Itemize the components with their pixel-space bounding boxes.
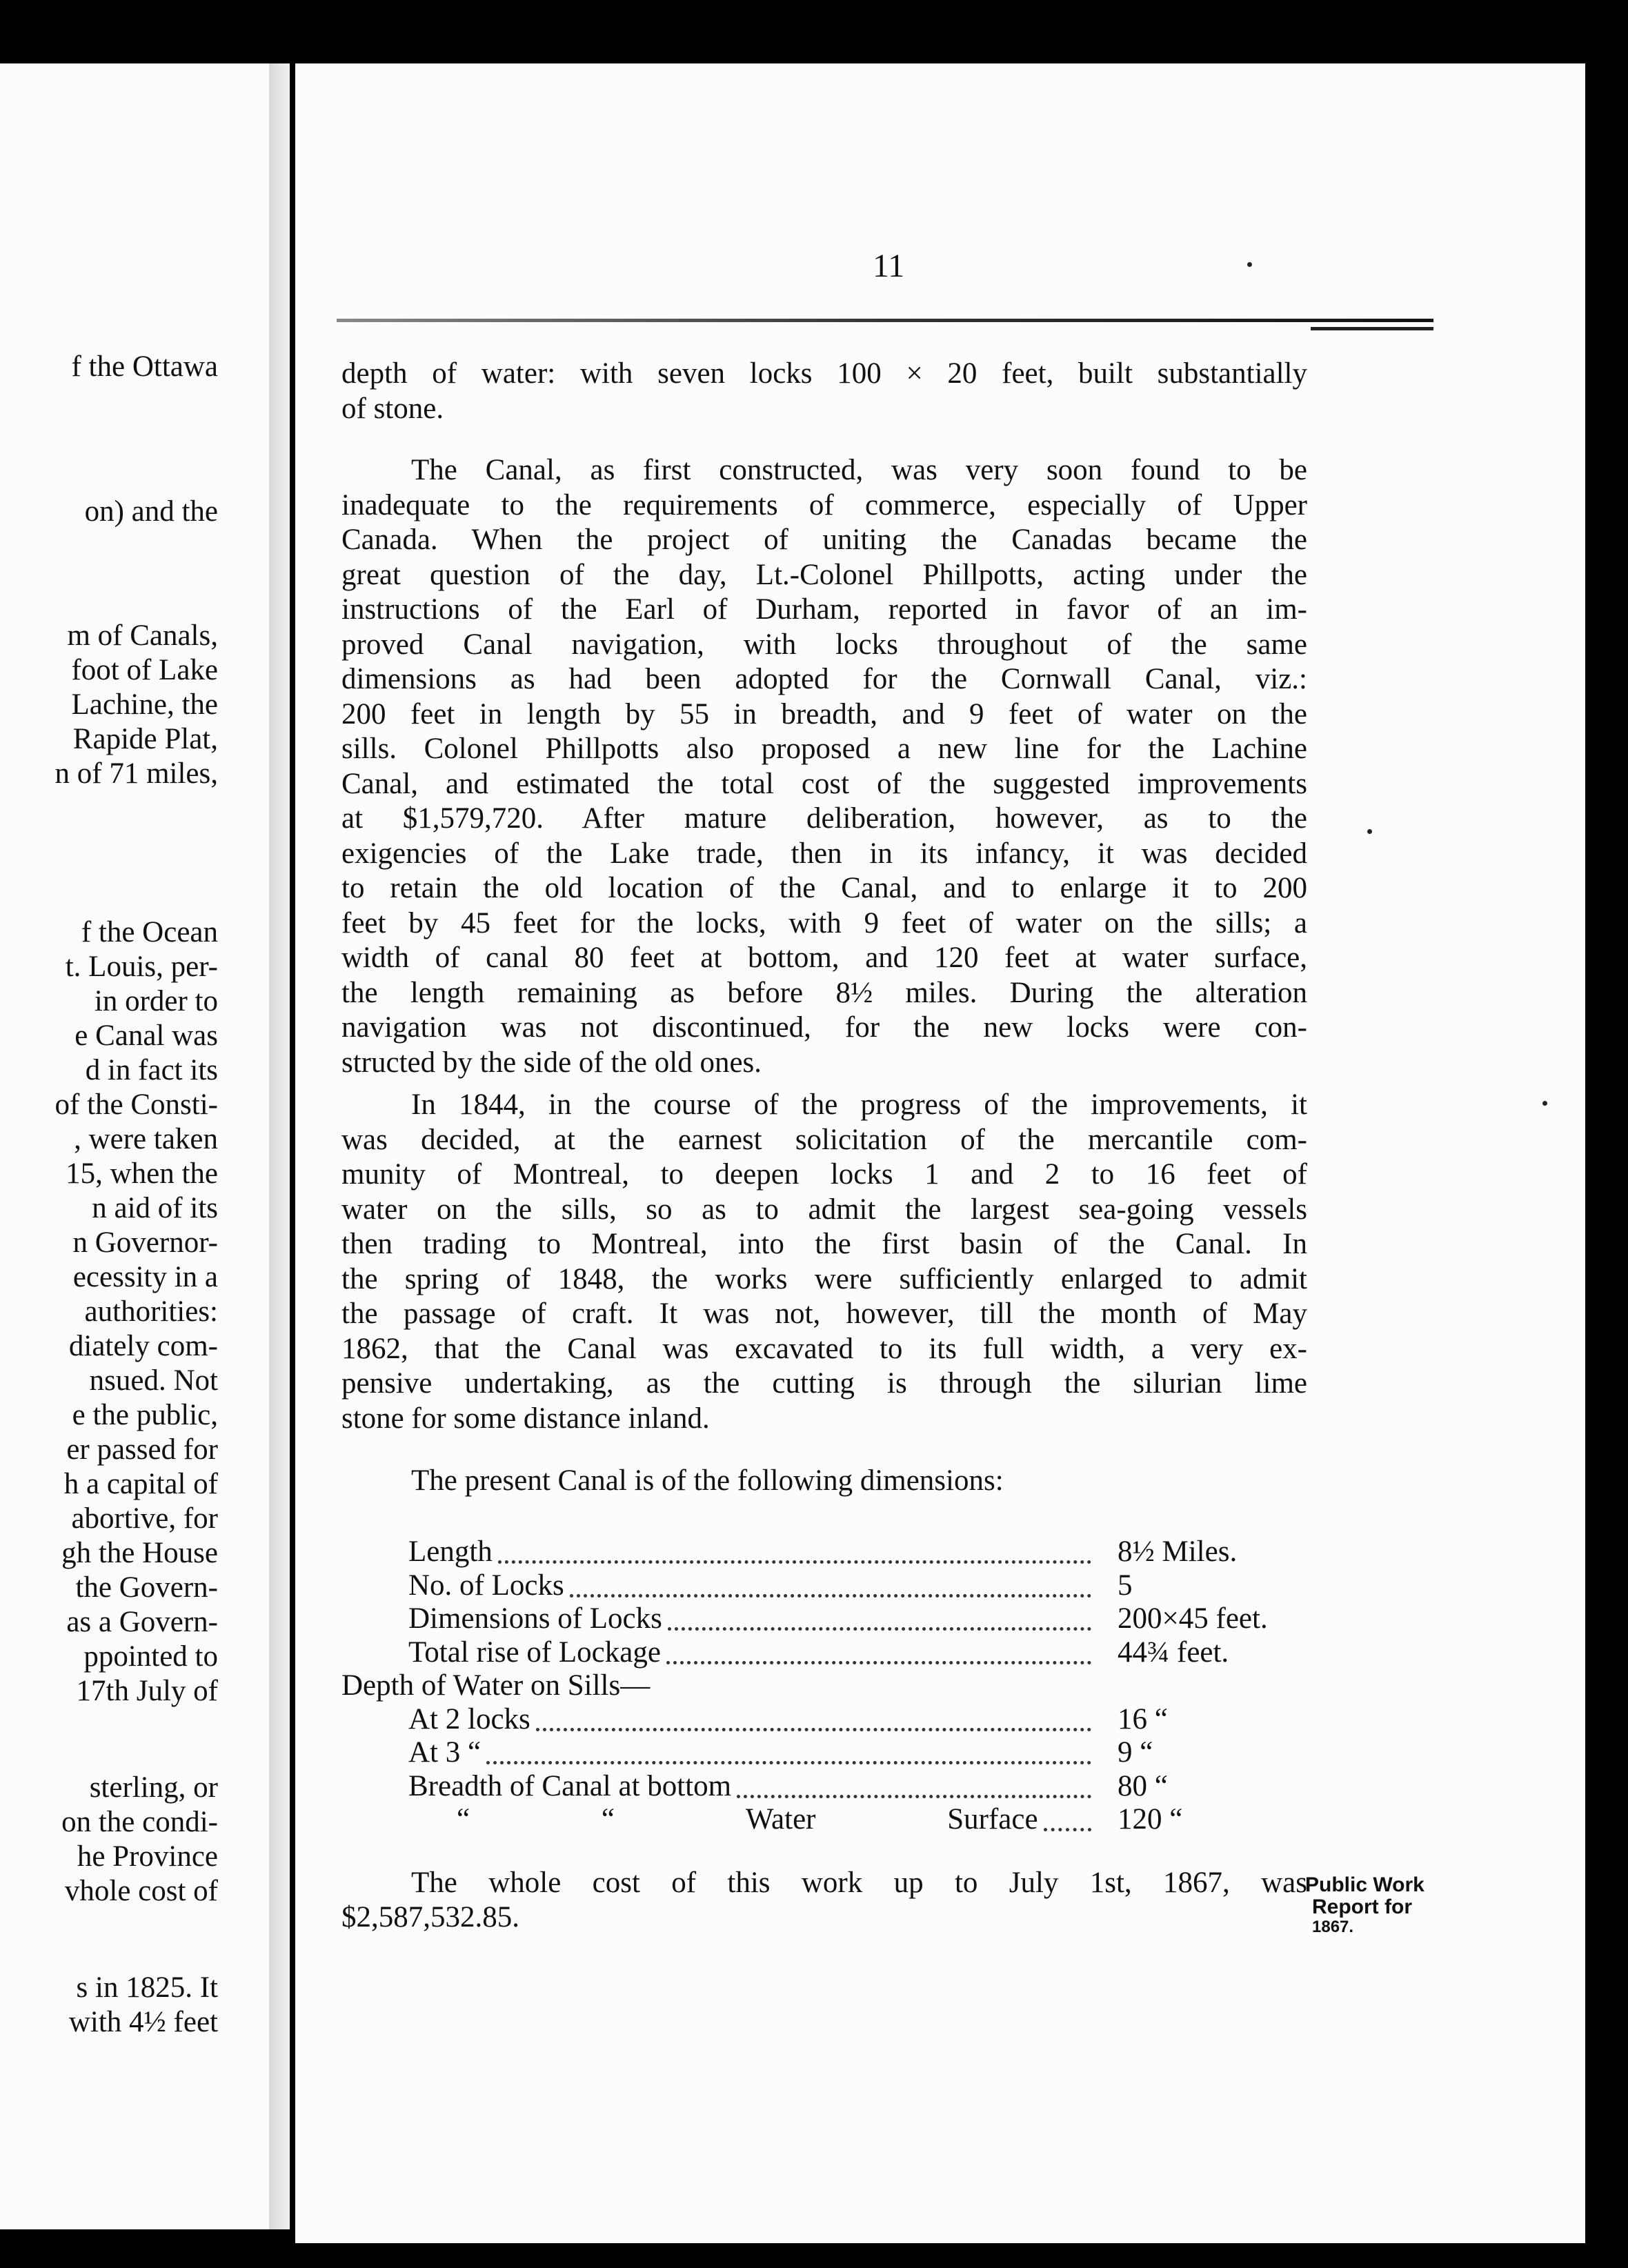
paragraph-3-line: stone for some distance inland. (341, 1402, 710, 1435)
leader-dots (668, 1623, 1091, 1631)
previous-page-line: Lachine, the (71, 688, 218, 721)
dimension-row (408, 1571, 1395, 1602)
paragraph-4-line: The present Canal is of the following dimensions: (411, 1464, 1004, 1497)
previous-page-line: n of 71 miles, (54, 757, 218, 790)
dimension-value: 8½ Miles. (1118, 1535, 1238, 1568)
dimension-row (408, 1804, 1395, 1836)
closing-line-2: $2,587,532.85. (341, 1901, 519, 1933)
dimension-label: Length (408, 1535, 493, 1568)
previous-page-line: he Province (77, 1840, 218, 1873)
paragraph-2-line: at $1,579,720. After mature deliberation, however, as to the (341, 802, 1307, 835)
previous-page-line: ppointed to (83, 1640, 218, 1673)
dimension-label: Depth of Water on Sills— (341, 1669, 651, 1702)
ink-speck (1247, 262, 1252, 267)
previous-page-line: in order to (94, 985, 218, 1017)
leader-dots (570, 1590, 1091, 1598)
previous-page-line: with 4½ feet (68, 2006, 218, 2038)
leader-dots (536, 1724, 1091, 1731)
paragraph-2-line: structed by the side of the old ones. (341, 1046, 762, 1079)
paragraph-2-line: The Canal, as first constructed, was very soon found to be (411, 454, 1307, 486)
previous-page-line: n Governor- (72, 1226, 218, 1259)
paragraph-3-line: the spring of 1848, the works were sufficiently enlarged to admit (341, 1263, 1307, 1295)
previous-page-line: nsued. Not (89, 1364, 218, 1397)
previous-page-line: Rapide Plat, (72, 723, 218, 755)
previous-page-line: sterling, or (89, 1771, 218, 1804)
previous-page-line: 15, when the (66, 1157, 218, 1190)
paragraph-2-line: navigation was not discontinued, for the new locks were con- (341, 1011, 1307, 1044)
previous-page-line: f the Ocean (81, 916, 218, 948)
leader-dots (666, 1657, 1091, 1664)
leader-dots (1044, 1824, 1091, 1831)
dimension-label: At 3 “ (408, 1736, 482, 1769)
previous-page (0, 63, 269, 2229)
previous-page-line: foot of Lake (71, 654, 218, 686)
ink-speck (1542, 1101, 1547, 1106)
paragraph-2-line: sills. Colonel Phillpotts also proposed a new line for the Lachine (341, 733, 1307, 765)
margin-note-line-3: 1867. (1312, 1918, 1354, 1936)
dimension-row (408, 1604, 1395, 1635)
dimension-row (408, 1537, 1395, 1569)
previous-page-line: on the condi- (61, 1806, 218, 1838)
previous-page-line: as a Govern- (66, 1606, 218, 1638)
dimension-label: Dimensions of Locks (408, 1602, 662, 1635)
previous-page-line: s in 1825. It (76, 1971, 218, 2004)
paragraph-1-line: depth of water: with seven locks 100 × 20 feet, built substantially (341, 357, 1307, 390)
previous-page-line: on) and the (84, 495, 218, 528)
dimension-value: 80 “ (1118, 1770, 1168, 1802)
previous-page-line: authorities: (84, 1295, 218, 1328)
paragraph-2-line: inadequate to the requirements of commerce, especially of Upper (341, 489, 1307, 521)
previous-page-line: e the public, (72, 1399, 218, 1431)
previous-page-line: f the Ottawa (71, 350, 218, 383)
dimension-value: 16 “ (1118, 1703, 1168, 1735)
leader-dots (737, 1791, 1091, 1798)
dimension-row (341, 1671, 1328, 1702)
paragraph-2-line: width of canal 80 feet at bottom, and 120 feet at water surface, (341, 942, 1307, 974)
book-gutter (269, 63, 290, 2229)
dimension-label: “ “ Water Surface (457, 1803, 1038, 1836)
paragraph-1-line: of stone. (341, 392, 444, 425)
dimension-value: 200×45 feet. (1118, 1602, 1268, 1635)
paragraph-3-line: munity of Montreal, to deepen locks 1 and 2 to 16 feet of (341, 1158, 1307, 1191)
dimension-value: 9 “ (1118, 1736, 1153, 1769)
leader-dots (498, 1556, 1091, 1564)
dimension-label: Breadth of Canal at bottom (408, 1770, 732, 1802)
closing-line-1: The whole cost of this work up to July 1st, 1867, was (411, 1867, 1307, 1899)
paragraph-2-line: Canal, and estimated the total cost of the suggested improvements (341, 768, 1307, 800)
paragraph-3-line: water on the sills, so as to admit the largest sea-going vessels (341, 1193, 1307, 1226)
header-rule (337, 319, 1433, 322)
paragraph-3-line: pensive undertaking, as the cutting is through the silurian lime (341, 1367, 1307, 1400)
previous-page-line: ecessity in a (72, 1261, 218, 1293)
ink-speck (1367, 829, 1372, 834)
previous-page-line: 17th July of (76, 1675, 218, 1707)
previous-page-line: gh the House (61, 1537, 218, 1569)
header-rule-accent (1311, 327, 1433, 330)
dimension-value: 120 “ (1118, 1803, 1183, 1836)
margin-note-line-2: Report for (1312, 1896, 1412, 1918)
previous-page-line: d in fact its (85, 1054, 218, 1086)
previous-page-line: h a capital of (63, 1468, 218, 1500)
previous-page-line: , were taken (74, 1123, 218, 1155)
previous-page-line: vhole cost of (64, 1875, 218, 1907)
dimension-row (408, 1738, 1395, 1769)
previous-page-line: n aid of its (92, 1192, 218, 1224)
dimension-row (408, 1704, 1395, 1736)
dimension-label: Total rise of Lockage (408, 1636, 661, 1669)
dimension-row (408, 1771, 1395, 1803)
page-number: 11 (873, 248, 905, 284)
leader-dots (486, 1757, 1091, 1764)
paragraph-3-line: then trading to Montreal, into the first basin of the Canal. In (341, 1228, 1307, 1260)
paragraph-2-line: dimensions as had been adopted for the Cornwall Canal, viz.: (341, 663, 1307, 695)
paragraph-2-line: instructions of the Earl of Durham, reported in favor of an im- (341, 593, 1307, 626)
dimension-row (408, 1638, 1395, 1669)
paragraph-3-line: In 1844, in the course of the progress of the improvements, it (411, 1088, 1307, 1121)
margin-note-line-1: Public Work (1305, 1873, 1424, 1896)
paragraph-2-line: feet by 45 feet for the locks, with 9 feet of water on the sills; a (341, 907, 1307, 939)
paragraph-2-line: exigencies of the Lake trade, then in its infancy, it was decided (341, 837, 1307, 870)
paragraph-2-line: Canada. When the project of uniting the Canadas became the (341, 524, 1307, 556)
previous-page-line: the Govern- (75, 1571, 218, 1604)
dimension-value: 5 (1118, 1569, 1133, 1602)
paragraph-2-line: the length remaining as before 8½ miles. During the alteration (341, 977, 1307, 1009)
dimension-value: 44¾ feet. (1118, 1636, 1229, 1669)
previous-page-line: diately com- (68, 1330, 218, 1362)
paragraph-2-line: great question of the day, Lt.-Colonel Phillpotts, acting under the (341, 559, 1307, 591)
paragraph-2-line: to retain the old location of the Canal, and to enlarge it to 200 (341, 872, 1307, 904)
paragraph-3-line: 1862, that the Canal was excavated to its full width, a very ex- (341, 1333, 1307, 1365)
dimension-label: No. of Locks (408, 1569, 564, 1602)
dimension-label: At 2 locks (408, 1703, 530, 1735)
previous-page-line: abortive, for (71, 1502, 218, 1535)
paragraph-3-line: was decided, at the earnest solicitation of the mercantile com- (341, 1124, 1307, 1156)
previous-page-line: t. Louis, per- (65, 951, 218, 983)
paragraph-2-line: 200 feet in length by 55 in breadth, and 9 feet of water on the (341, 698, 1307, 730)
paragraph-2-line: proved Canal navigation, with locks throughout of the same (341, 628, 1307, 661)
previous-page-line: m of Canals, (67, 619, 218, 652)
previous-page-line: of the Consti- (54, 1088, 218, 1121)
paragraph-3-line: the passage of craft. It was not, however, till the month of May (341, 1297, 1307, 1330)
previous-page-line: e Canal was (75, 1019, 218, 1052)
previous-page-line: er passed for (66, 1433, 218, 1466)
